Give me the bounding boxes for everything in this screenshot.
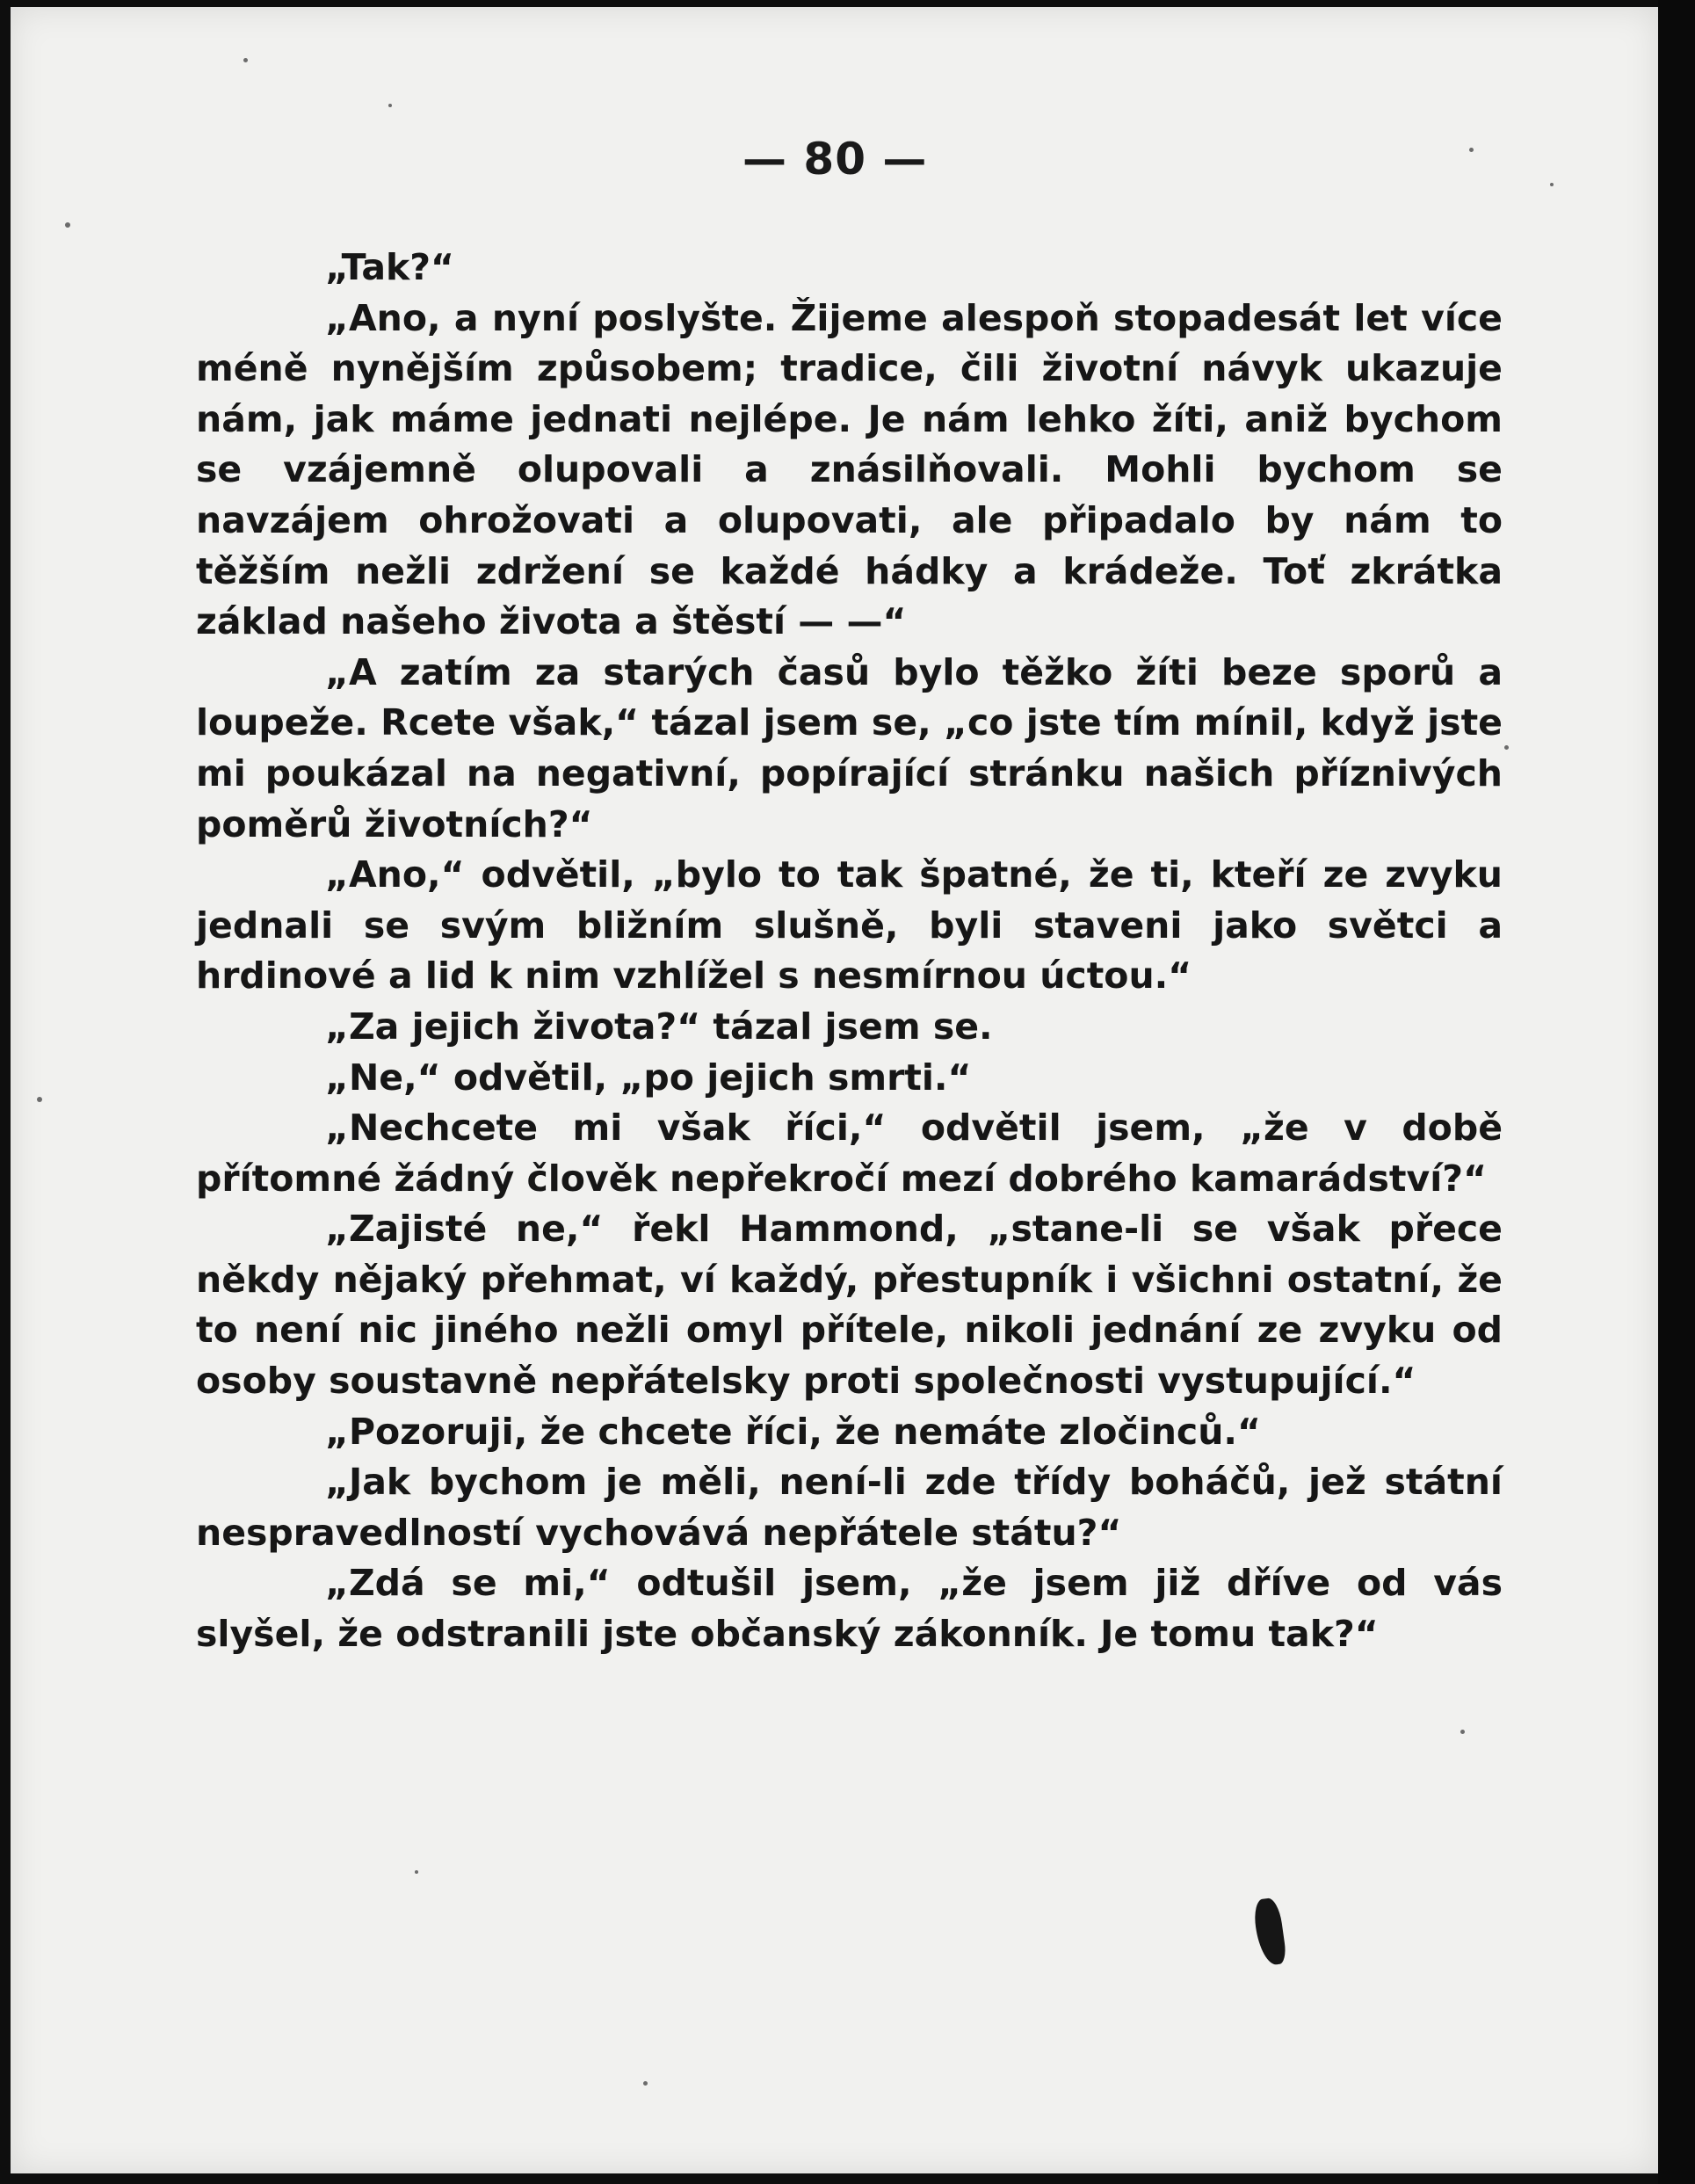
dust-speck (1504, 745, 1509, 750)
dust-speck (1469, 148, 1474, 152)
paragraph: „Ano,“ odvětil, „bylo to tak špatné, že ti, kteří ze zvyku jednali se svým bližním slušně, byli staveni jako světci a hrdinové a lid k nim vzhlížel s nesmírnou úctou.“ (196, 853, 1503, 998)
paragraph: „Za jejich života?“ tázal jsem se. (325, 1005, 993, 1048)
dust-speck (37, 1097, 42, 1102)
dust-speck (643, 2081, 648, 2086)
dust-speck (65, 222, 70, 228)
paragraph: „Nechcete mi však říci,“ odvětil jsem, „že v době přítomné žádný člověk nepřekročí mezí dobrého kamarádství?“ (196, 1107, 1503, 1200)
page-number: — 80 — (742, 134, 928, 185)
dust-speck (1460, 1730, 1465, 1734)
paragraph: „Jak bychom je měli, není-li zde třídy boháčů, jež státní nespravedlností vychovává nepřátele státu?“ (196, 1461, 1503, 1554)
paragraph: „Zajisté ne,“ řekl Hammond, „stane-li se však přece někdy nějaký přehmat, ví každý, přestupník i všichni ostatní, že to není nic jiného nežli omyl přítele, nikoli jednání ze zvyku od osoby soustavně nepřátelsky proti společnosti vystupující.“ (196, 1208, 1503, 1403)
paragraph: „Tak?“ (325, 246, 454, 288)
body-text (196, 243, 1503, 1660)
paragraph: „Pozoruji, že chcete říci, že nemáte zločinců.“ (325, 1410, 1261, 1453)
dust-speck (415, 1870, 418, 1874)
paragraph: „Ano, a nyní poslyšte. Žijeme alespoň stopadesát let více méně nynějším způsobem; tradice, čili životní návyk ukazuje nám, jak máme jednati nejlépe. Je nám lehko žíti, aniž bychom se vzájemně olupovali a znásilňovali. Mohli bychom se navzájem ohrožovati a olupovati, ale připadalo by nám to těžším nežli zdržení se každé hádky a krádeže. Toť zkrátka základ našeho života a štěstí — —“ (196, 296, 1503, 643)
dust-speck (1550, 183, 1554, 186)
dust-speck (243, 58, 248, 62)
scan-edge (1658, 0, 1695, 2184)
dust-speck (388, 104, 392, 107)
paragraph: „A zatím za starých časů bylo těžko žíti beze sporů a loupeže. Rcete však,“ tázal jsem se, „co jste tím mínil, když jste mi poukázal na negativní, popírající stránku našich příznivých poměrů životních?“ (196, 650, 1503, 845)
paragraph: „Zdá se mi,“ odtušil jsem, „že jsem již dříve od vás slyšel, že odstranili jste občanský zákonník. Je tomu tak?“ (196, 1562, 1503, 1656)
paragraph: „Ne,“ odvětil, „po jejich smrti.“ (325, 1056, 972, 1099)
